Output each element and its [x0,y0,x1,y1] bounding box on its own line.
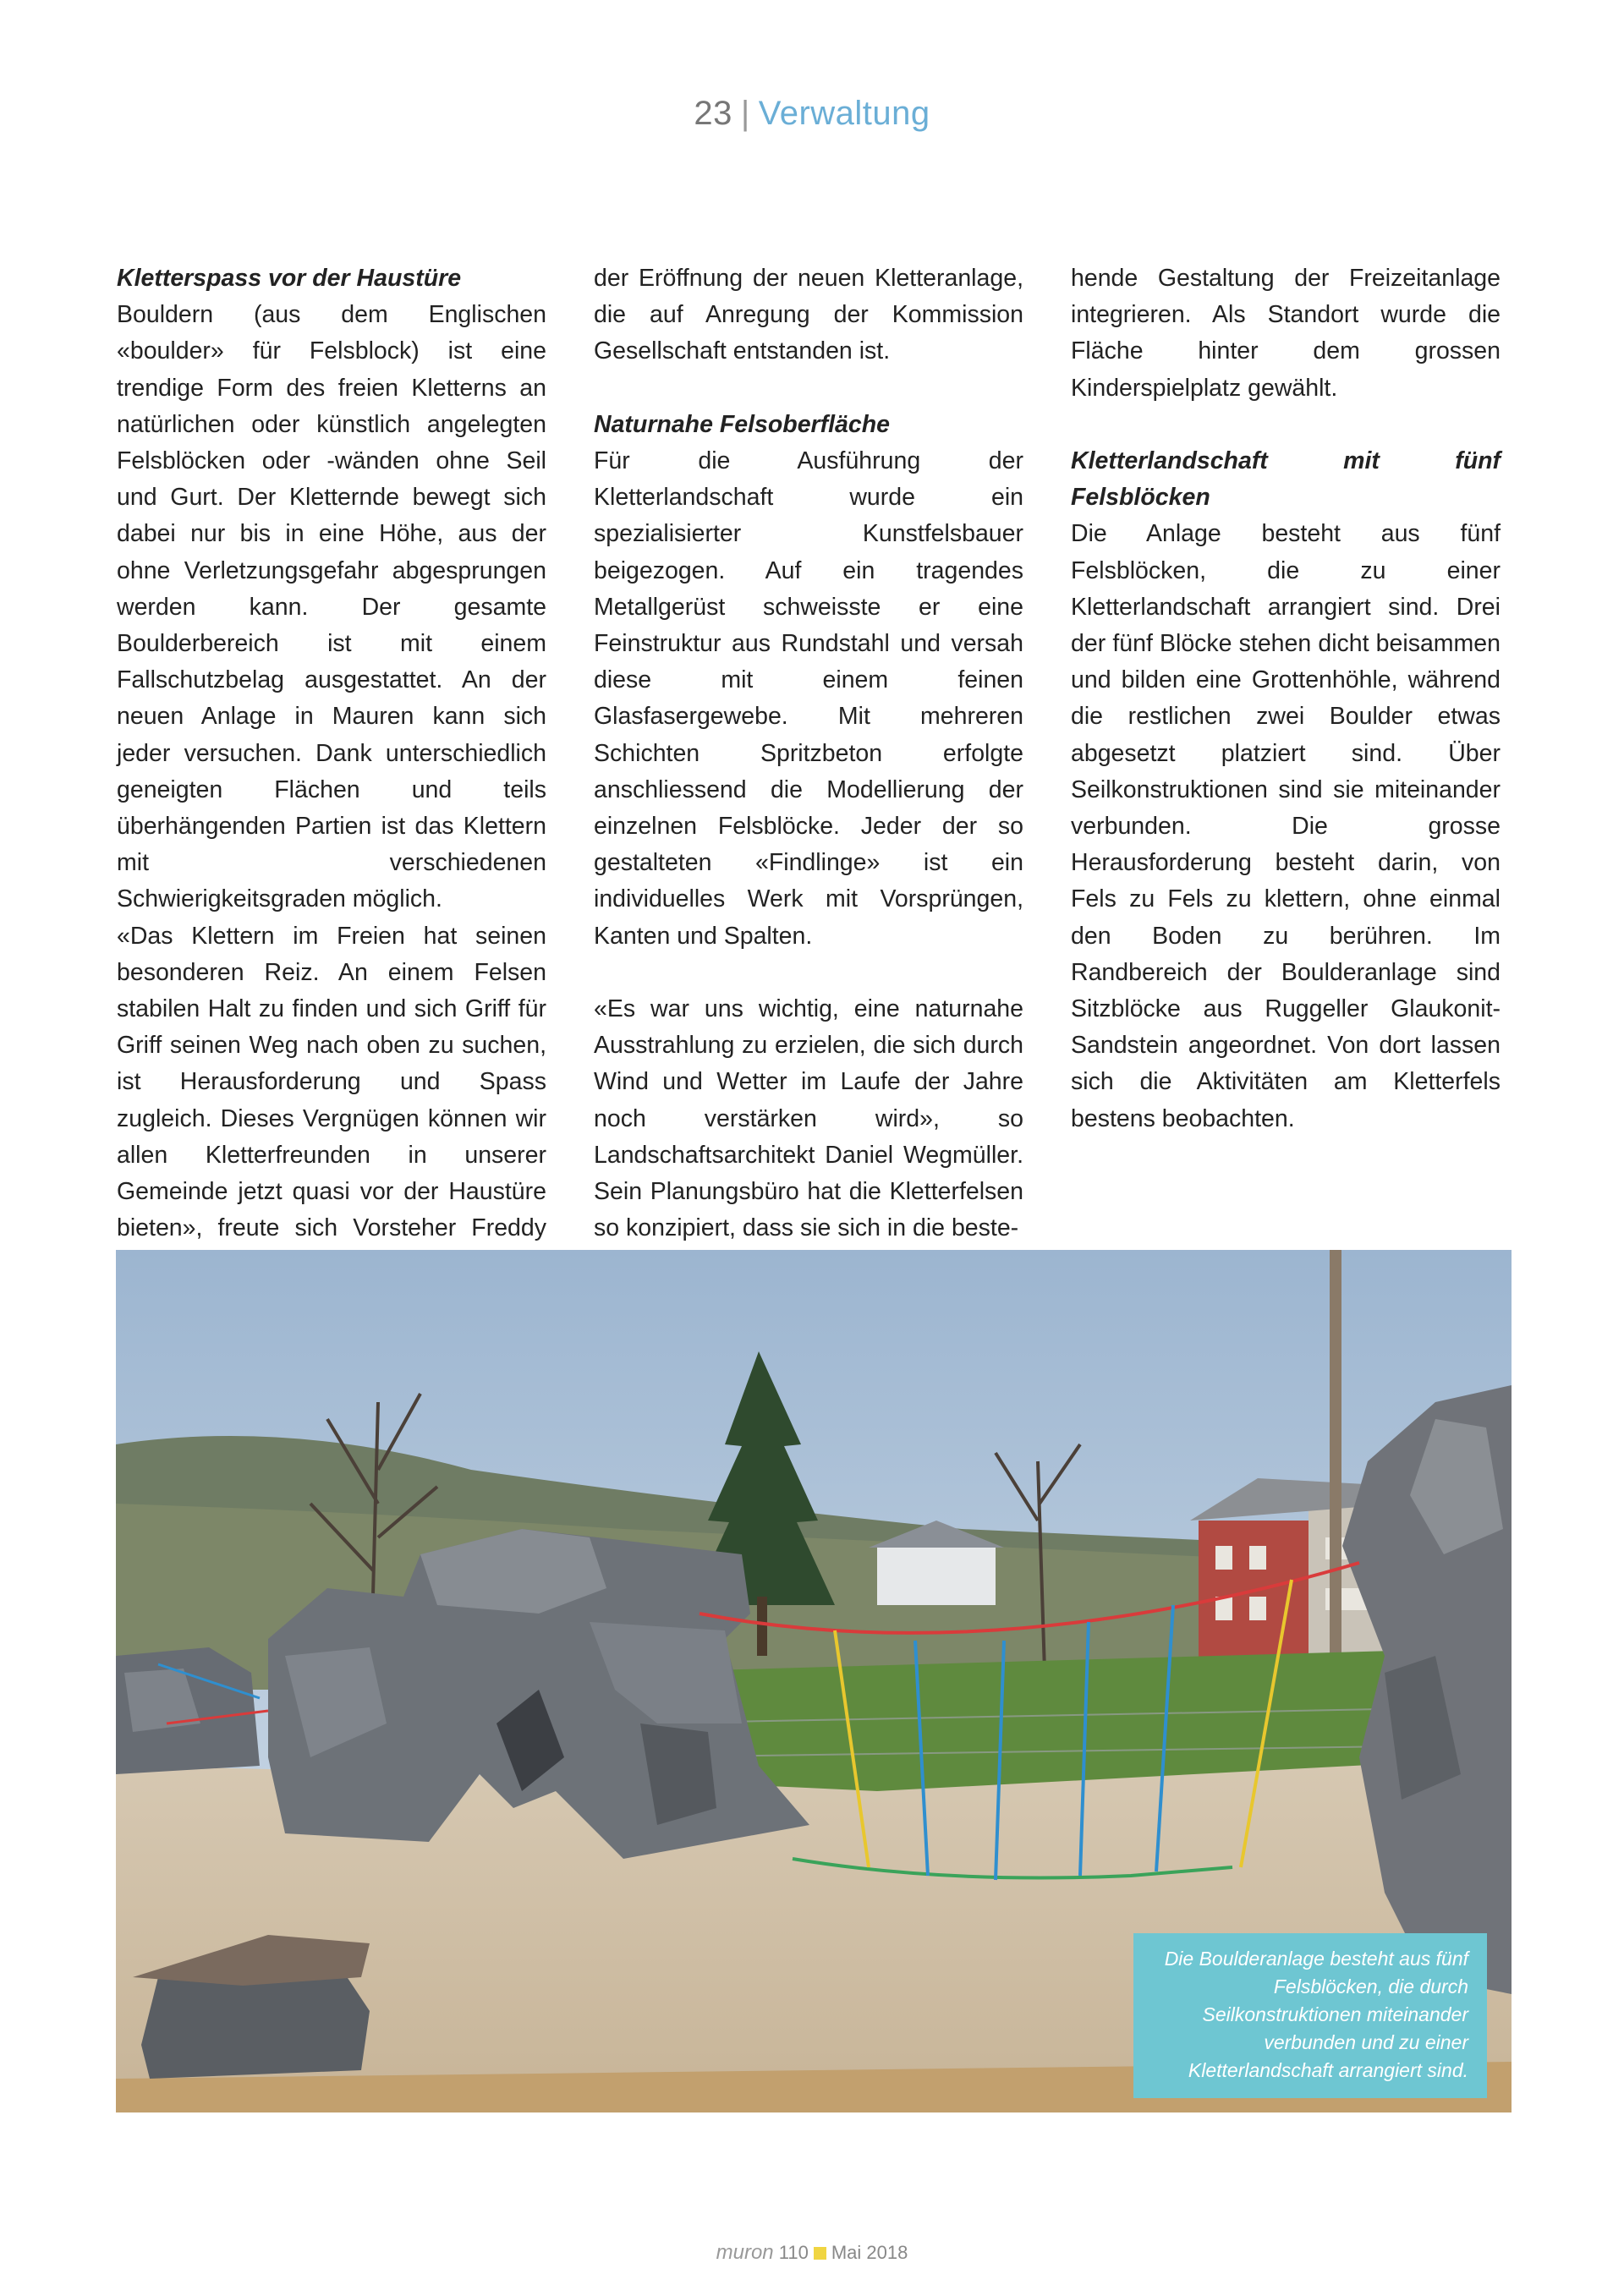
paragraph: Die Anlage besteht aus fünf Felsblöcken, die zu einer Kletterlandschaft arrangiert sind. Drei der fünf Blöcke stehen dicht beisammen und bilden eine Grottenhöhle, während die restlichen zwei Boulder etwas abgesetzt platziert sind. Über Seilkonstruktionen sind sie miteinander verbunden. Die grosse Herausforderung besteht darin, von Fels zu Fels zu klettern, ohne einmal den Boden zu berühren. Im Randbereich der Boulderanlage sind Sitzblöcke aus Ruggeller Glaukonit-Sandstein angeordnet. Von dort lassen sich die Aktivitäten am Kletterfels bestens beobachten. [1071,520,1501,1132]
page-number: 23 [694,95,732,132]
issue-number: 110 [778,2242,809,2263]
paragraph: «Das Klettern im Freien hat seinen besonderen Reiz. An einem Felsen stabilen Halt zu finden und sich Griff für Griff seinen Weg nach oben zu suchen, ist Herausforderung und Spass zugleich. Dieses Vergnügen können wir allen Kletterfreunden in unserer Gemeinde jetzt quasi vor der Haustüre bieten», freute sich Vorsteher Freddy [117,922,546,1242]
magazine-brand: muron [716,2241,774,2264]
subheading-kletterlandschaft: Kletterlandschaft mit fünf Felsblöcken [1071,447,1501,512]
section-title: Verwaltung [758,95,930,132]
paragraph: der Eröffnung der neuen Kletteranlage, die auf Anregung der Kommission Gesellschaft entstanden ist. [594,265,1023,365]
article-column-1 [117,260,546,1284]
paragraph: hende Gestaltung der Freizeitanlage integrieren. Als Standort wurde die Fläche hinter dem grossen Kinderspielplatz gewählt. [1071,265,1501,402]
issue-date: Mai 2018 [831,2242,908,2263]
footer-square-icon [814,2247,826,2260]
paragraph: «Es war uns wichtig, eine naturnahe Ausstrahlung zu erzielen, die sich durch Wind und Wetter im Laufe der Jahre noch verstärken wird», so Landschaftsarchitekt Daniel Wegmüller. Sein Planungsbüro hat die Kletterfelsen so konzipiert, dass sie sich in die beste- [594,995,1023,1242]
page-header [0,95,1624,133]
photo-caption: Die Boulderanlage besteht aus fünf Felsblöcken, die durch Seilkonstruktionen miteinander verbunden und zu einer Kletterlandschaft arrangiert sind. [1133,1933,1487,2098]
page-footer [0,2241,1624,2265]
subheading-kletterspass: Kletterspass vor der Haustüre [117,265,462,292]
article-column-3 [1071,260,1501,1137]
subheading-felsoberflaeche: Naturnahe Felsoberfläche [594,410,891,438]
article-column-2 [594,260,1023,1247]
paragraph: Bouldern (aus dem Englischen «boulder» für Felsblock) ist eine trendige Form des freien Kletterns an natürlichen oder künstlich angelegten Felsblöcken oder -wänden ohne Seil und Gurt. Der Kletternde bewegt sich dabei nur bis in eine Höhe, aus der ohne Verletzungsgefahr abgesprungen werden kann. Der gesamte Boulderbereich ist mit einem Fallschutzbelag ausgestattet. An der neuen Anlage in Mauren kann sich jeder versuchen. Dank unterschiedlich geneigten Flächen und teils überhängenden Partien ist das Klettern mit verschiedenen Schwierigkeitsgraden möglich. [117,301,546,913]
header-separator: | [740,95,750,132]
paragraph: Für die Ausführung der Kletterlandschaft wurde ein spezialisierter Kunstfelsbauer beigezogen. Auf ein tragendes Metallgerüst schweisste er eine Feinstruktur aus Rundstahl und versah diese mit einem feinen Glasfasergewebe. Mit mehreren Schichten Spritzbeton erfolgte anschliessend die Modellierung der einzelnen Felsblöcke. Jeder der so gestalteten «Findlinge» ist ein individuelles Werk mit Vorsprüngen, Kanten und Spalten. [594,447,1023,950]
